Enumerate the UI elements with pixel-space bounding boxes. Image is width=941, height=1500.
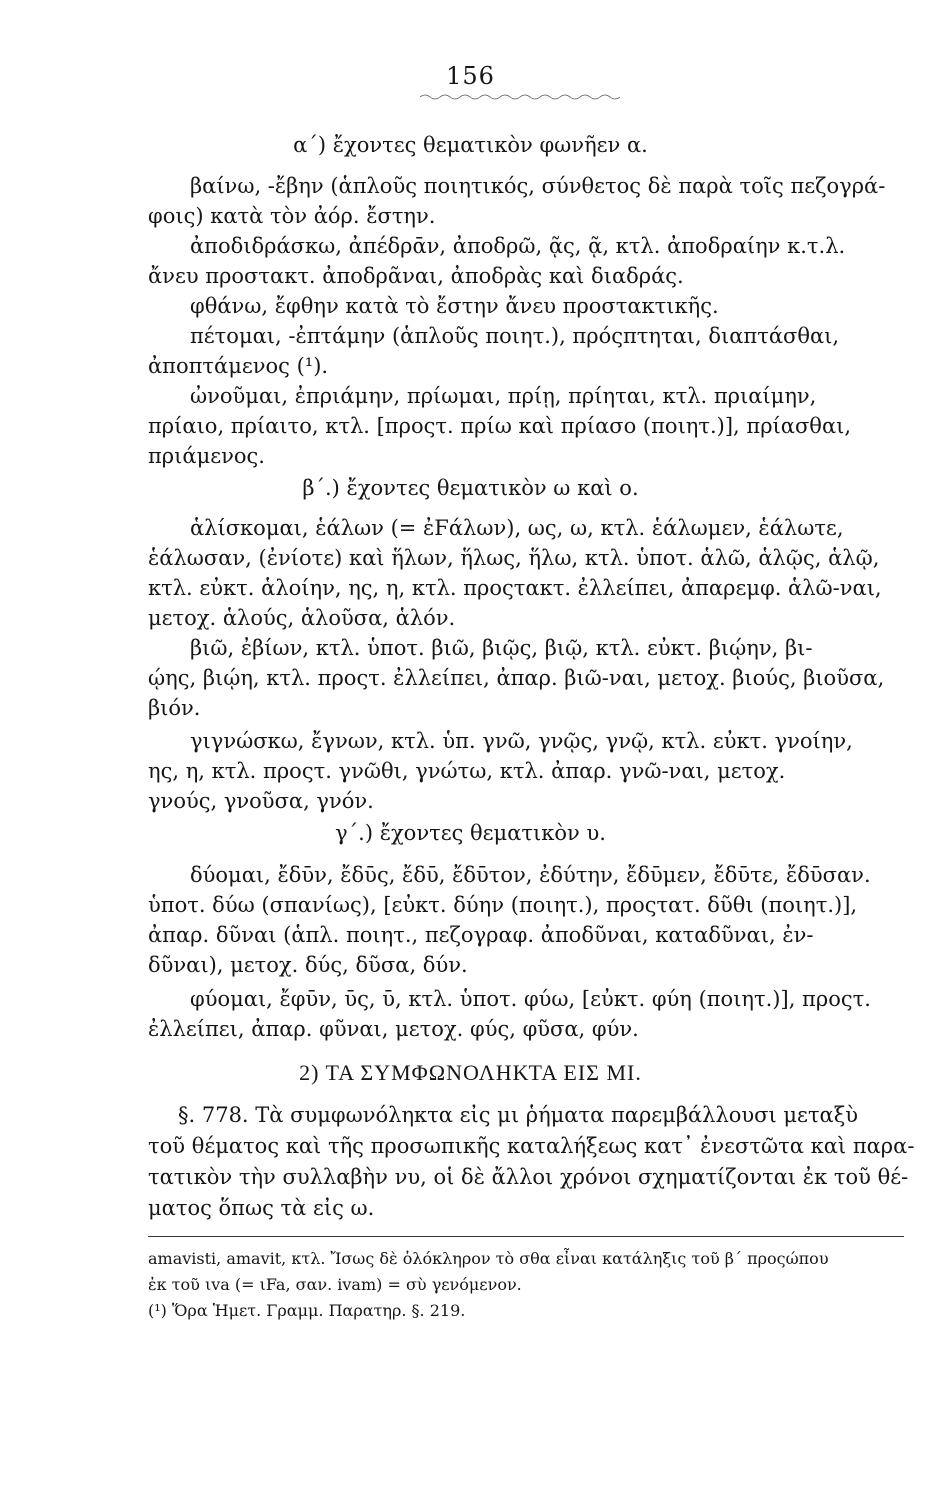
text-line: πρίαιο, πρίαιτο, κτλ. [προςτ. πρίω καὶ πρίασο (ποιητ.)], πρίασθαι, (148, 414, 852, 438)
text-line: φύομαι, ἔφῡν, ῡς, ῡ, κτλ. ὑποτ. φύω, [εὐκτ. φύη (ποιητ.)], προςτ. (190, 987, 871, 1011)
text-line: γνούς, γνοῦσα, γνόν. (148, 789, 374, 813)
page-number: 156 (446, 62, 495, 90)
text-line: πέτομαι, -ἐπτάμην (ἁπλοῦς ποιητ.), πρόςπτηται, διαπτάσθαι, (190, 324, 840, 348)
text-line: ἐλλείπει, ἀπαρ. φῦναι, μετοχ. φύς, φῦσα, φύν. (148, 1017, 639, 1041)
footnote-line: ἐκ τοῦ ιva (= ιFa, σαν. ivam) = σὺ γενόμενον. (148, 1275, 522, 1294)
footnote-line: amavisti, amavit, κτλ. Ἴσως δὲ ὁλόκληρον τὸ σθα εἶναι κατάληξις τοῦ β΄ προςώπου (148, 1249, 829, 1268)
text-line: δύομαι, ἔδῡν, ἔδῡς, ἔδῡ, ἔδῡτον, ἐδύτην, ἔδῡμεν, ἔδῡτε, ἔδῡσαν. (190, 863, 871, 887)
text-line: μετοχ. ἁλούς, ἁλοῦσα, ἁλόν. (148, 606, 456, 630)
paragraph-line: τοῦ θέματος καὶ τῆς προσωπικῆς καταλήξεως κατ᾿ ἐνεστῶτα καὶ παρα- (148, 1134, 915, 1158)
subheading-a: α΄) ἔχοντες θεματικὸν φωνῆεν α. (293, 133, 648, 157)
paragraph-line: §. 778. Τὰ συμφωνόληκτα εἰς μι ῥήματα παρεμβάλλουσι μεταξὺ (178, 1103, 859, 1127)
text-line: φθάνω, ἔφθην κατὰ τὸ ἔστην ἄνευ προστακτικῆς. (190, 294, 719, 318)
footnote-rule (148, 1236, 904, 1237)
subheading-b: β΄.) ἔχοντες θεματικὸν ω καὶ ο. (302, 476, 639, 500)
text-line: δῦναι), μετοχ. δύς, δῦσα, δύν. (148, 953, 468, 977)
text-line: γιγνώσκω, ἔγνων, κτλ. ὑπ. γνῶ, γνῷς, γνῷ, κτλ. εὐκτ. γνοίην, (190, 729, 853, 753)
text-line: φοις) κατὰ τὸν ἀόρ. ἔστην. (148, 204, 436, 228)
text-line: ἁλίσκομαι, ἑάλων (= ἐϜάλων), ως, ω, κτλ. ἑάλωμεν, ἑάλωτε, (190, 516, 844, 540)
text-line: ἀποπτάμενος (¹). (148, 354, 329, 378)
subheading-c: γ΄.) ἔχοντες θεματικὸν υ. (335, 821, 606, 845)
text-line: βιῶ, ἐβίων, κτλ. ὑποτ. βιῶ, βιῷς, βιῷ, κτλ. εὐκτ. βιῴην, βι- (190, 636, 813, 660)
text-line: ῴης, βιῴη, κτλ. προςτ. ἐλλείπει, ἀπαρ. βιῶ-ναι, μετοχ. βιούς, βιοῦσα, (148, 666, 885, 690)
paragraph-line: ματος ὅπως τὰ εἰς ω. (148, 1196, 375, 1220)
text-line: βιόν. (148, 696, 201, 720)
text-line: ἀπαρ. δῦναι (ἁπλ. ποιητ., πεζογραφ. ἀποδῦναι, καταδῦναι, ἐν- (148, 923, 814, 947)
text-line: βαίνω, -ἔβην (ἁπλοῦς ποιητικός, σύνθετος δὲ παρὰ τοῖς πεζογρά- (190, 174, 886, 198)
text-line: ἑάλωσαν, (ἐνίοτε) καὶ ἥλων, ἥλως, ἥλω, κτλ. ὑποτ. ἁλῶ, ἁλῷς, ἁλῷ, (148, 546, 880, 570)
text-line: πριάμενος. (148, 444, 265, 468)
text-line: ὠνοῦμαι, ἐπριάμην, πρίωμαι, πρίῃ, πρίηται, κτλ. πριαίμην, (190, 384, 817, 408)
text-line: ἀποδιδράσκω, ἀπέδρᾱν, ἀποδρῶ, ᾷς, ᾷ, κτλ. ἀποδραίην κ.τ.λ. (190, 234, 846, 258)
text-line: κτλ. εὐκτ. ἁλοίην, ης, η, κτλ. προςτακτ. ἐλλείπει, ἀπαρεμφ. ἁλῶ-ναι, (148, 576, 882, 600)
text-line: ἄνευ προστακτ. ἀποδρᾶναι, ἀποδρὰς καὶ διαδράς. (148, 264, 684, 288)
footnote-line: (¹) Ὅρα Ἡμετ. Γραμμ. Παρατηρ. §. 219. (148, 1301, 466, 1320)
paragraph-line: τατικὸν τὴν συλλαβὴν νυ, οἱ δὲ ἄλλοι χρόνοι σχηματίζονται ἐκ τοῦ θέ- (148, 1165, 909, 1189)
text-line: ὑποτ. δύω (σπανίως), [εὐκτ. δύην (ποιητ.), προςτατ. δῦθι (ποιητ.)], (148, 893, 858, 917)
page-ornament (420, 92, 620, 102)
text-line: ης, η, κτλ. προςτ. γνῶθι, γνώτω, κτλ. ἀπαρ. γνῶ-ναι, μετοχ. (148, 759, 786, 783)
section-title: 2) ΤΑ ΣΥΜΦΩΝΟΛΗΚΤΑ ΕΙΣ ΜΙ. (299, 1060, 642, 1085)
